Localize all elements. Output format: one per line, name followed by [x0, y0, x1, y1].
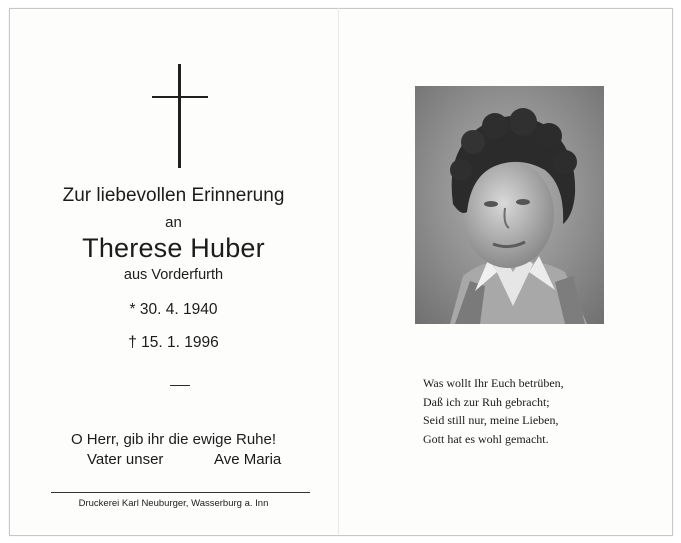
divider — [170, 385, 190, 386]
prayer-line: O Herr, gib ihr die ewige Ruhe! — [70, 431, 277, 448]
origin: aus Vorderfurth — [123, 267, 224, 283]
death-date: † 15. 1. 1996 — [128, 334, 219, 351]
poem-line: Gott hat es wohl gemacht. — [423, 431, 549, 446]
birth-date: * 30. 4. 1940 — [129, 301, 218, 318]
poem-line: Was wollt Ihr Euch betrüben, — [423, 376, 564, 390]
footer-rule — [51, 492, 310, 493]
card-fold — [338, 8, 339, 534]
memory-line: Zur liebevollen Erinnerung — [62, 185, 285, 206]
left-panel — [9, 8, 338, 534]
preposition: an — [165, 214, 182, 231]
lords-prayer: Vater unser — [87, 451, 164, 468]
printer-credit: Druckerei Karl Neuburger, Wasserburg a. Inn — [78, 498, 269, 509]
portrait-photo — [415, 86, 604, 324]
poem — [423, 374, 564, 448]
poem-line: Daß ich zur Ruh gebracht; — [423, 394, 550, 409]
poem-line: Seid still nur, meine Lieben, — [423, 413, 559, 427]
deceased-name: Therese Huber — [82, 233, 265, 263]
ave-maria: Ave Maria — [214, 451, 282, 468]
